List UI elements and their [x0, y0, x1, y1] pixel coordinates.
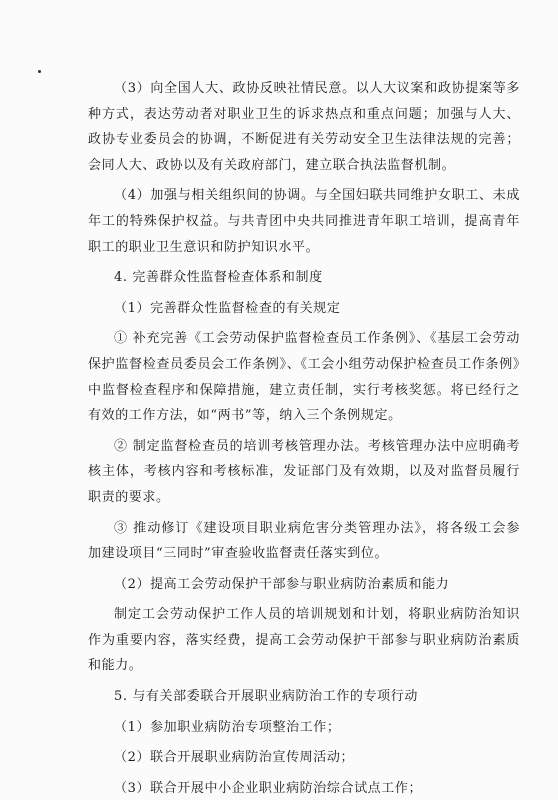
paragraph-coordination: （4）加强与相关组织间的协调。与全国妇联共同维护女职工、未成年工的特殊保护权益。与共青团中央共同推进青年职工培训，提高青年职工的职业卫生意识和防护知识水平。: [88, 188, 520, 255]
paragraph-item-1: ① 补充完善《工会劳动保护监督检查员工作条例》、《基层工会劳动保护监督检查员委员会工作条例》、《工会小组劳动保护检查员工作条例》中监督检查程序和保障措施，建立责任制，实行考核奖惩。将已经行之有效的工作方法，如“两书”等，纳入三个条例规定。: [88, 331, 520, 424]
section-heading-5: 5. 与有关部委联合开展职业病防治工作的专项行动: [114, 689, 418, 705]
subsection-heading-4-1: （1）完善群众性监督检查的有关规定: [114, 300, 341, 316]
document-body: [88, 76, 520, 806]
list-item-5-1: （1）参加职业病防治专项整治工作；: [114, 719, 341, 735]
paragraph-nat-congress: （3）向全国人大、政协反映社情民意。以人大议案和政协提案等多种方式，表达劳动者对职业卫生的诉求热点和重点问题；加强与人大、政协专业委员会的协调，不断促进有关劳动安全卫生法律法规的完善；会同人大、政协以及有关政府部门，建立联合执法监督机制。: [88, 81, 520, 173]
paragraph-item-2: ② 制定监督检查员的培训考核管理办法。考核管理办法中应明确考核主体，考核内容和考核标准，发证部门及有效期，以及对监督员履行职责的要求。: [88, 438, 520, 505]
section-heading-4: 4. 完善群众性监督检查体系和制度: [114, 270, 323, 286]
paragraph-training: 制定工会劳动保护工作人员的培训规划和计划，将职业病防治知识作为重要内容，落实经费，提高工会劳动保护干部参与职业病防治素质和能力。: [88, 607, 520, 674]
paragraph-item-3: ③ 推动修订《建设项目职业病危害分类管理办法》，将各级工会参加建设项目“三同时”审查验收监督责任落实到位。: [88, 520, 520, 562]
list-item-5-3: （3）联合开展中小企业职业病防治综合试点工作；: [114, 780, 423, 796]
scan-speck: [38, 70, 41, 73]
subsection-heading-4-2: （2）提高工会劳动保护干部参与职业病防治素质和能力: [114, 576, 450, 592]
list-item-5-2: （2）联合开展职业病防治宣传周活动；: [114, 750, 355, 766]
